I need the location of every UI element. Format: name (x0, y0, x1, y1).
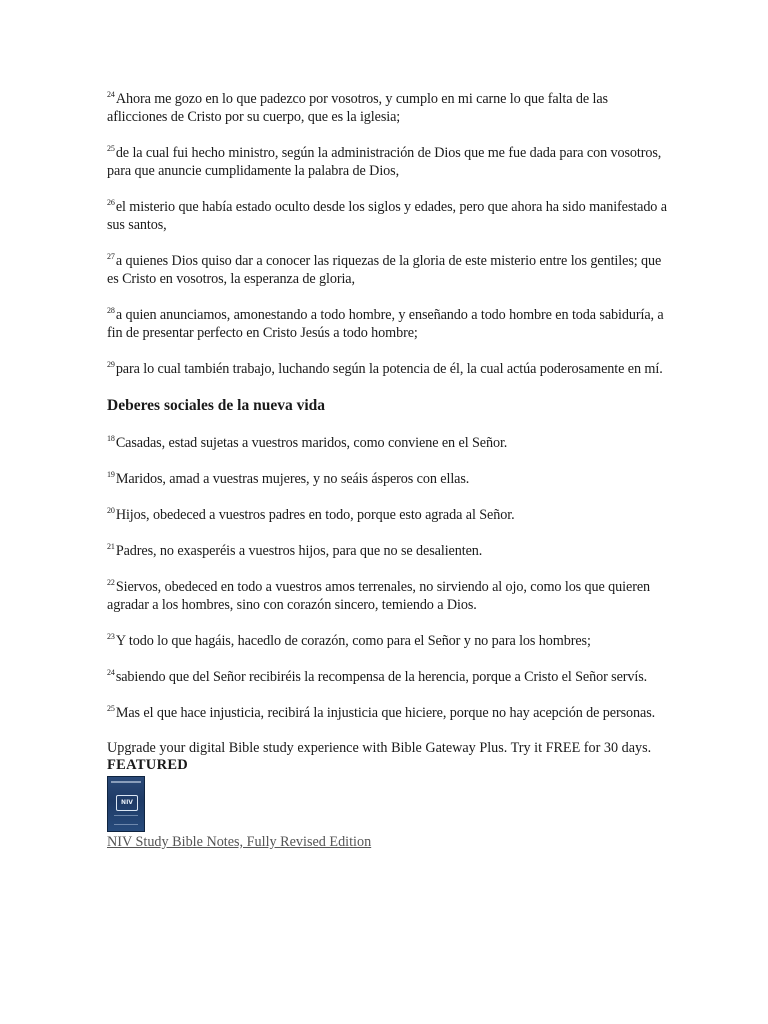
verse (107, 704, 667, 722)
verse-text: a quien anunciamos, amonestando a todo hombre, y enseñando a todo hombre en toda sabiduría, a fin de presentar perfecto en Cristo Jesús a todo hombre; (107, 307, 664, 341)
verse-text: el misterio que había estado oculto desde los siglos y edades, pero que ahora ha sido manifestado a sus santos, (107, 199, 667, 233)
verse-number: 22 (107, 578, 115, 587)
verse (107, 360, 667, 378)
verse (107, 198, 667, 234)
book-cover-band (111, 781, 141, 783)
verse-number: 25 (107, 144, 115, 153)
document-page (107, 90, 667, 851)
verse (107, 632, 667, 650)
verse-text: de la cual fui hecho ministro, según la administración de Dios que me fue dada para con vosotros, para que anuncie cumplidamente la palabra de Dios, (107, 145, 662, 179)
verse-text: Maridos, amad a vuestras mujeres, y no seáis ásperos con ellas. (115, 471, 470, 487)
verse-number: 29 (107, 360, 115, 369)
verse (107, 542, 667, 560)
promo-text: Upgrade your digital Bible study experience with Bible Gateway Plus. Try it FREE for 30 days. (107, 740, 652, 756)
verse-number: 20 (107, 506, 115, 515)
verse-number: 19 (107, 470, 115, 479)
verse (107, 578, 667, 614)
verse-number: 25 (107, 704, 115, 713)
verse-text: Ahora me gozo en lo que padezco por vosotros, y cumplo en mi carne lo que falta de las aflicciones de Cristo por su cuerpo, que es la iglesia; (107, 91, 608, 125)
featured-label: FEATURED (107, 757, 189, 773)
verse-text: Y todo lo que hagáis, hacedlo de corazón, como para el Señor y no para los hombres; (115, 633, 591, 649)
verse-text: Hijos, obedeced a vuestros padres en todo, porque esto agrada al Señor. (115, 507, 515, 523)
featured-book-link[interactable]: NIV Study Bible Notes, Fully Revised Edition (107, 834, 372, 850)
section-heading: Deberes sociales de la nueva vida (107, 397, 325, 414)
verse (107, 506, 667, 524)
verse-text: a quienes Dios quiso dar a conocer las riquezas de la gloria de este misterio entre los gentiles; que es Cristo en vosotros, la esperanza de gloria, (107, 253, 662, 287)
verse-number: 28 (107, 306, 115, 315)
verse-list-top (107, 90, 667, 378)
niv-logo: NIV (116, 795, 138, 811)
verse-number: 27 (107, 252, 115, 261)
verse (107, 144, 667, 180)
verse (107, 434, 667, 452)
verse-number: 21 (107, 542, 115, 551)
verse-text: sabiendo que del Señor recibiréis la recompensa de la herencia, porque a Cristo el Señor servís. (115, 669, 648, 685)
book-cover-image[interactable] (107, 776, 145, 832)
verse (107, 470, 667, 488)
verse-number: 26 (107, 198, 115, 207)
verse-text: Casadas, estad sujetas a vuestros maridos, como conviene en el Señor. (115, 435, 508, 451)
verse-text: Padres, no exasperéis a vuestros hijos, para que no se desalienten. (115, 543, 483, 559)
verse-number: 18 (107, 434, 115, 443)
book-cover-lines (114, 815, 138, 825)
verse (107, 668, 667, 686)
verse-number: 23 (107, 632, 115, 641)
verse (107, 306, 667, 342)
verse-number: 24 (107, 90, 115, 99)
verse-text: para lo cual también trabajo, luchando según la potencia de él, la cual actúa poderosamente en mí. (115, 361, 663, 377)
verse-text: Mas el que hace injusticia, recibirá la injusticia que hiciere, porque no hay acepción de personas. (115, 705, 656, 721)
verse-list-bottom (107, 434, 667, 722)
verse (107, 90, 667, 126)
verse (107, 252, 667, 288)
verse-number: 24 (107, 668, 115, 677)
verse-text: Siervos, obedeced en todo a vuestros amos terrenales, no sirviendo al ojo, como los que quieren agradar a los hombres, sino con corazón sincero, temiendo a Dios. (107, 579, 651, 613)
